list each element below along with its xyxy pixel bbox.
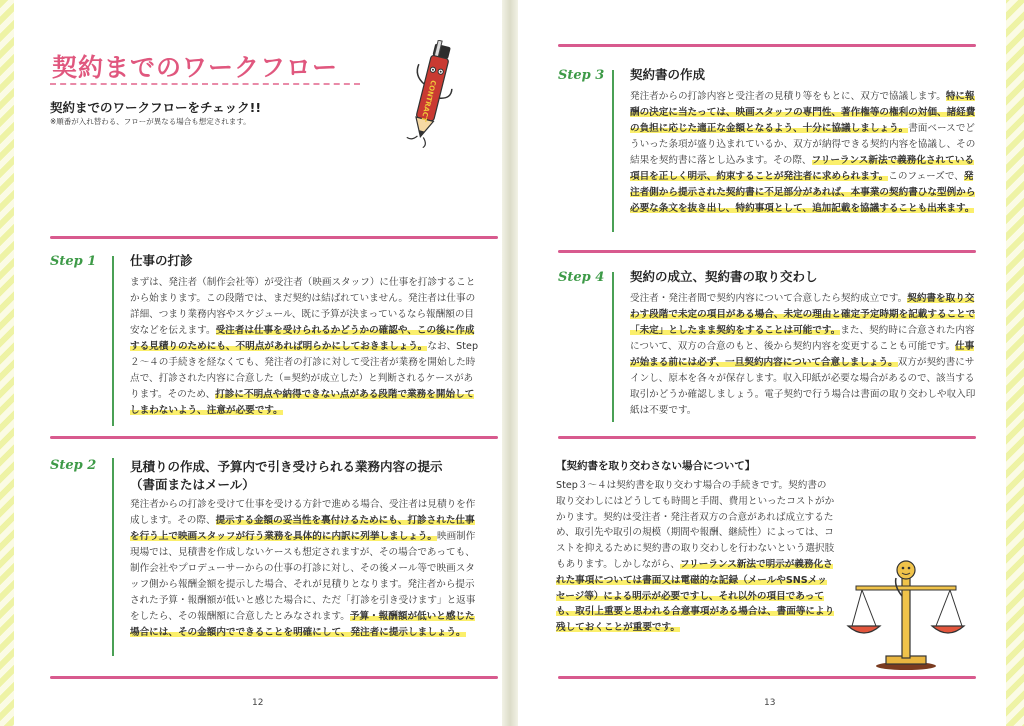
bottom-divider-left xyxy=(50,676,498,679)
step4-vertical-line xyxy=(612,272,614,422)
step3-text-2: 書面ベースでどういった条項が盛り込まれているか、双方が納得できる契約内容を協議し、その結果を契約書に落とし込みます。その際、 xyxy=(630,123,976,166)
page-title: 契約までのワークフロー xyxy=(52,53,339,82)
pen-label: CONTRACT xyxy=(419,79,438,123)
step4-highlight-2: 仕事が始まる前には必ず、一旦契約内容について合意しましょう。 xyxy=(630,341,975,368)
step3-highlight-1: 特に報酬の決定に当たっては、映画スタッフの専門性、著作権等の権利の対価、諸経費の負担に応じた適正な金額となるよう、十分に協議しましょう。 xyxy=(630,91,976,134)
page-subtitle: 契約までのワークフローをチェック!! xyxy=(50,100,262,115)
step3-highlight-3: 発注者側から提示された契約書に不足部分があれば、本事業の契約書ひな型例から必要な条文を抜き出し、特約事項として、追加記載を協議することも出来ます。 xyxy=(630,171,976,214)
step3-vertical-line xyxy=(612,70,614,232)
step2-vertical-line xyxy=(112,458,114,656)
step4-body xyxy=(630,291,980,419)
title-divider xyxy=(50,83,360,85)
step1-highlight-2: 打診に不明点や納得できない点がある段階で業務を開始してしまわないよう、注意が必要です。 xyxy=(130,389,475,416)
page-number-left: 12 xyxy=(252,698,264,708)
step1-body xyxy=(130,275,482,419)
top-divider-right xyxy=(558,44,976,47)
step2-label: Step 2 xyxy=(50,458,97,473)
step1-highlight-1: 受注者は仕事を受けられるかどうかの確認や、この後に作成する見積りのためにも、不明点があれば明らかにしておきましょう。 xyxy=(130,325,475,352)
step2-text-2: 映画制作現場では、見積書を作成しないケースも想定されますが、その場合であっても、制作会社やプロデューサーからの仕事の打診に対し、その後メール等で映画スタッフ側から報酬金額を提示した場合、それが見積りとなります。発注者から提示された予算・報酬額が低いと感じた場合に、ただ「打診を引き受けます」と返事をしたら、その報酬額に合意したとみなされます。 xyxy=(130,531,476,622)
contract-pen-illustration xyxy=(406,40,456,148)
page-number-right: 13 xyxy=(764,698,776,708)
page-note: ※順番が入れ替わる、フローが異なる場合も想定されます。 xyxy=(50,117,251,126)
step1-text-1: まずは、発注者（制作会社等）が受注者（映画スタッフ）に仕事を打診することから始まります。この段階では、まだ契約は結ばれていません。発注者は仕事の詳細、つまり業務内容やスケジュール、既に予算が決まっているなら報酬額の目安などを伝えます。 xyxy=(130,277,476,336)
step3-text-1: 発注者からの打診内容と受注者の見積り等をもとに、双方で協議します。 xyxy=(630,91,946,102)
step3-text-3: このフェーズで、 xyxy=(888,171,964,182)
left-page xyxy=(14,0,502,726)
step4-divider xyxy=(558,250,976,253)
step3-label: Step 3 xyxy=(558,68,605,83)
step1-divider xyxy=(50,236,498,239)
step4-text-3: 双方が契約書にサインし、原本を各々が保存します。収入印紙が必要な場合があるので、該当する取引かどうか確認しましょう。電子契約で行う場合は書面の取り交わしや収入印紙は不要です。 xyxy=(630,357,976,416)
step2-title: 見積りの作成、予算内で引き受けられる業務内容の提示（書面またはメール） xyxy=(130,459,443,492)
step1-title: 仕事の打診 xyxy=(130,253,193,268)
step4-text-1: 受注者・発注者間で契約内容について合意したら契約成立です。 xyxy=(630,293,908,304)
step2-highlight-2: 予算・報酬額が低いと感じた場合には、その金額内でできることを明確にして、発注者に提示しましょう。 xyxy=(130,611,475,638)
step1-text-2: なお、Step２〜４の手続きを経なくても、発注者の打診に対して受注者が業務を開始した時点で、打診された内容に合意した（=契約が成立した）と判断されるケースがあります。そのため、 xyxy=(130,341,479,400)
box-highlight-1: フリーランス新法で明示が義務化された事項については書面又は電磁的な記録（メールやSNSメッセージ等）による明示が必要ですし、それ以外の項目であっても、取引上重要と思われる合意事項がある場合は、書面等により残しておくことが重要です。 xyxy=(556,558,835,634)
step1-label: Step 1 xyxy=(50,254,97,269)
right-page xyxy=(518,0,1006,726)
step1-vertical-line xyxy=(112,256,114,426)
book-gutter xyxy=(502,0,518,726)
step2-body xyxy=(130,497,482,641)
step2-text-1: 発注者からの打診を受けて仕事を受ける方針で進める場合、受注者は見積りを作成します。その際、 xyxy=(130,499,476,526)
no-contract-box-body xyxy=(556,478,836,636)
scales-illustration xyxy=(846,556,966,672)
step2-highlight-1: 提示する金額の妥当性を裏付けるためにも、打診された仕事を行う上で映画スタッフが行う業務を具体的に内訳に列挙しましょう。 xyxy=(130,515,475,542)
step4-label: Step 4 xyxy=(558,270,605,285)
no-contract-box-title: 【契約書を取り交わさない場合について】 xyxy=(556,460,756,472)
step4-title: 契約の成立、契約書の取り交わし xyxy=(630,269,818,284)
step2-divider xyxy=(50,436,498,439)
bottom-divider-right xyxy=(558,676,976,679)
step3-body xyxy=(630,89,980,217)
box-text-1: Step３〜４は契約書を取り交わす場合の手続きです。契約書の取り交わしにはどうしても時間と手間、費用といったコストがかかります。契約は受注者・発注者双方の合意があれば成立するため、取引先や取引の規模（期間や報酬、継続性）によっては、コストを抑えるために契約書の取り交わしを行わないという選択肢もあります。しかしながら、 xyxy=(556,480,835,570)
step4-text-2: また、契約時に合意された内容について、双方の合意のもと、後から契約内容を変更することも可能です。 xyxy=(630,325,975,352)
step4-highlight-1: 契約書を取り交わす段階で未定の項目がある場合、未定の理由と確定予定時期を記載することで「未定」としたまま契約をすることは可能です。 xyxy=(630,293,976,336)
step3-highlight-2: フリーランス新法で義務化されている項目を正しく明示、約束することが発注者に求められます。 xyxy=(630,155,974,182)
box-divider xyxy=(558,436,976,439)
step3-title: 契約書の作成 xyxy=(630,67,706,82)
